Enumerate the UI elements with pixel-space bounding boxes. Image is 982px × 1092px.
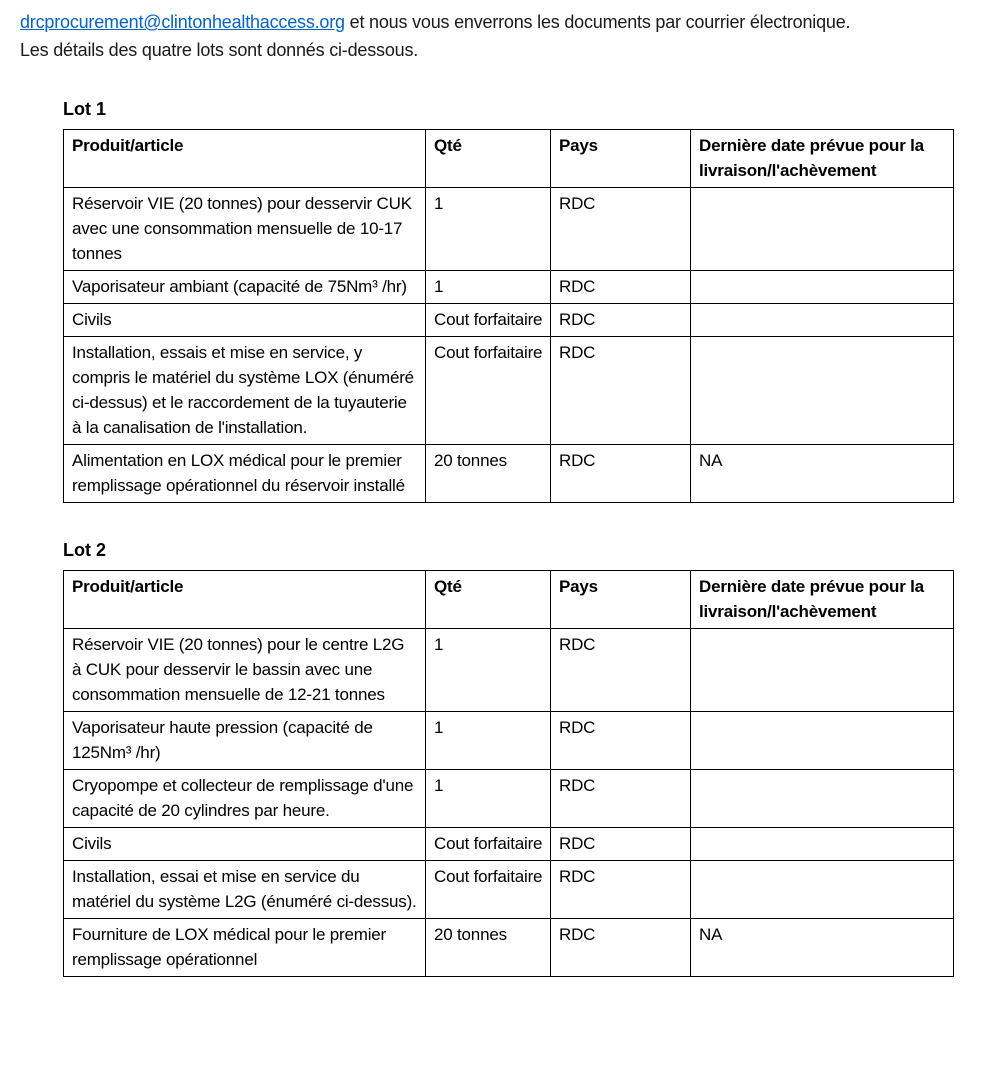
table-cell-product: Vaporisateur haute pression (capacité de 125Nm³ /hr) [64, 712, 426, 770]
lot1-table [63, 129, 954, 503]
table-cell-product: Civils [64, 304, 426, 337]
table-row [64, 304, 954, 337]
table-row [64, 828, 954, 861]
table-cell-country: RDC [551, 770, 691, 828]
table-cell-date: NA [691, 445, 954, 503]
table-cell-country: RDC [551, 712, 691, 770]
table-cell-date [691, 828, 954, 861]
table-cell-qty: 20 tonnes [426, 445, 551, 503]
table-cell-country: RDC [551, 861, 691, 919]
column-header-qty: Qté [426, 130, 551, 188]
table-cell-qty: 1 [426, 770, 551, 828]
table-row [64, 271, 954, 304]
column-header-date: Dernière date prévue pour la livraison/l'achèvement [691, 130, 954, 188]
table-cell-qty: Cout forfaitaire [426, 337, 551, 445]
table-cell-country: RDC [551, 337, 691, 445]
intro-line-1 [20, 8, 962, 36]
table-cell-qty: 1 [426, 271, 551, 304]
table-cell-product: Cryopompe et collecteur de remplissage d'une capacité de 20 cylindres par heure. [64, 770, 426, 828]
table-cell-qty: Cout forfaitaire [426, 861, 551, 919]
table-cell-country: RDC [551, 304, 691, 337]
table-header-row [64, 130, 954, 188]
table-cell-product: Alimentation en LOX médical pour le premier remplissage opérationnel du réservoir installé [64, 445, 426, 503]
table-cell-product: Réservoir VIE (20 tonnes) pour desservir CUK avec une consommation mensuelle de 10-17 tonnes [64, 188, 426, 271]
table-row [64, 861, 954, 919]
table-cell-country: RDC [551, 445, 691, 503]
table-row [64, 629, 954, 712]
table-cell-qty: Cout forfaitaire [426, 304, 551, 337]
table-cell-product: Installation, essais et mise en service, y compris le matériel du système LOX (énuméré ci-dessus) et le raccordement de la tuyauterie à la canalisation de l'installation. [64, 337, 426, 445]
table-row [64, 188, 954, 271]
table-cell-qty: 1 [426, 188, 551, 271]
table-cell-country: RDC [551, 629, 691, 712]
table-cell-product: Vaporisateur ambiant (capacité de 75Nm³ /hr) [64, 271, 426, 304]
table-cell-product: Civils [64, 828, 426, 861]
email-link[interactable]: drcprocurement@clintonhealthaccess.org [20, 12, 345, 32]
table-row [64, 337, 954, 445]
table-cell-date [691, 861, 954, 919]
column-header-date: Dernière date prévue pour la livraison/l'achèvement [691, 571, 954, 629]
intro-line-2: Les détails des quatre lots sont donnés ci-dessous. [20, 40, 419, 60]
lot1-section [63, 98, 962, 503]
table-cell-product: Installation, essai et mise en service du matériel du système L2G (énuméré ci-dessus). [64, 861, 426, 919]
lot2-title: Lot 2 [63, 540, 106, 560]
lot1-title: Lot 1 [63, 99, 106, 119]
table-header-row [64, 571, 954, 629]
table-cell-product: Réservoir VIE (20 tonnes) pour le centre L2G à CUK pour desservir le bassin avec une consommation mensuelle de 12-21 tonnes [64, 629, 426, 712]
table-cell-country: RDC [551, 828, 691, 861]
column-header-product: Produit/article [64, 571, 426, 629]
table-cell-date [691, 304, 954, 337]
column-header-qty: Qté [426, 571, 551, 629]
table-cell-country: RDC [551, 919, 691, 977]
table-cell-country: RDC [551, 271, 691, 304]
table-cell-product: Fourniture de LOX médical pour le premier remplissage opérationnel [64, 919, 426, 977]
table-cell-qty: Cout forfaitaire [426, 828, 551, 861]
table-row [64, 919, 954, 977]
table-cell-country: RDC [551, 188, 691, 271]
table-cell-date [691, 712, 954, 770]
table-row [64, 770, 954, 828]
table-cell-date [691, 188, 954, 271]
column-header-country: Pays [551, 571, 691, 629]
table-row [64, 445, 954, 503]
lot2-table [63, 570, 954, 977]
intro-line-1-text: et nous vous enverrons les documents par courrier électronique. [344, 12, 851, 32]
table-cell-date: NA [691, 919, 954, 977]
column-header-country: Pays [551, 130, 691, 188]
table-cell-date [691, 271, 954, 304]
table-row [64, 712, 954, 770]
table-cell-date [691, 629, 954, 712]
table-cell-qty: 20 tonnes [426, 919, 551, 977]
table-cell-date [691, 770, 954, 828]
lot2-section [63, 539, 962, 977]
table-cell-qty: 1 [426, 712, 551, 770]
table-cell-qty: 1 [426, 629, 551, 712]
table-cell-date [691, 337, 954, 445]
column-header-product: Produit/article [64, 130, 426, 188]
